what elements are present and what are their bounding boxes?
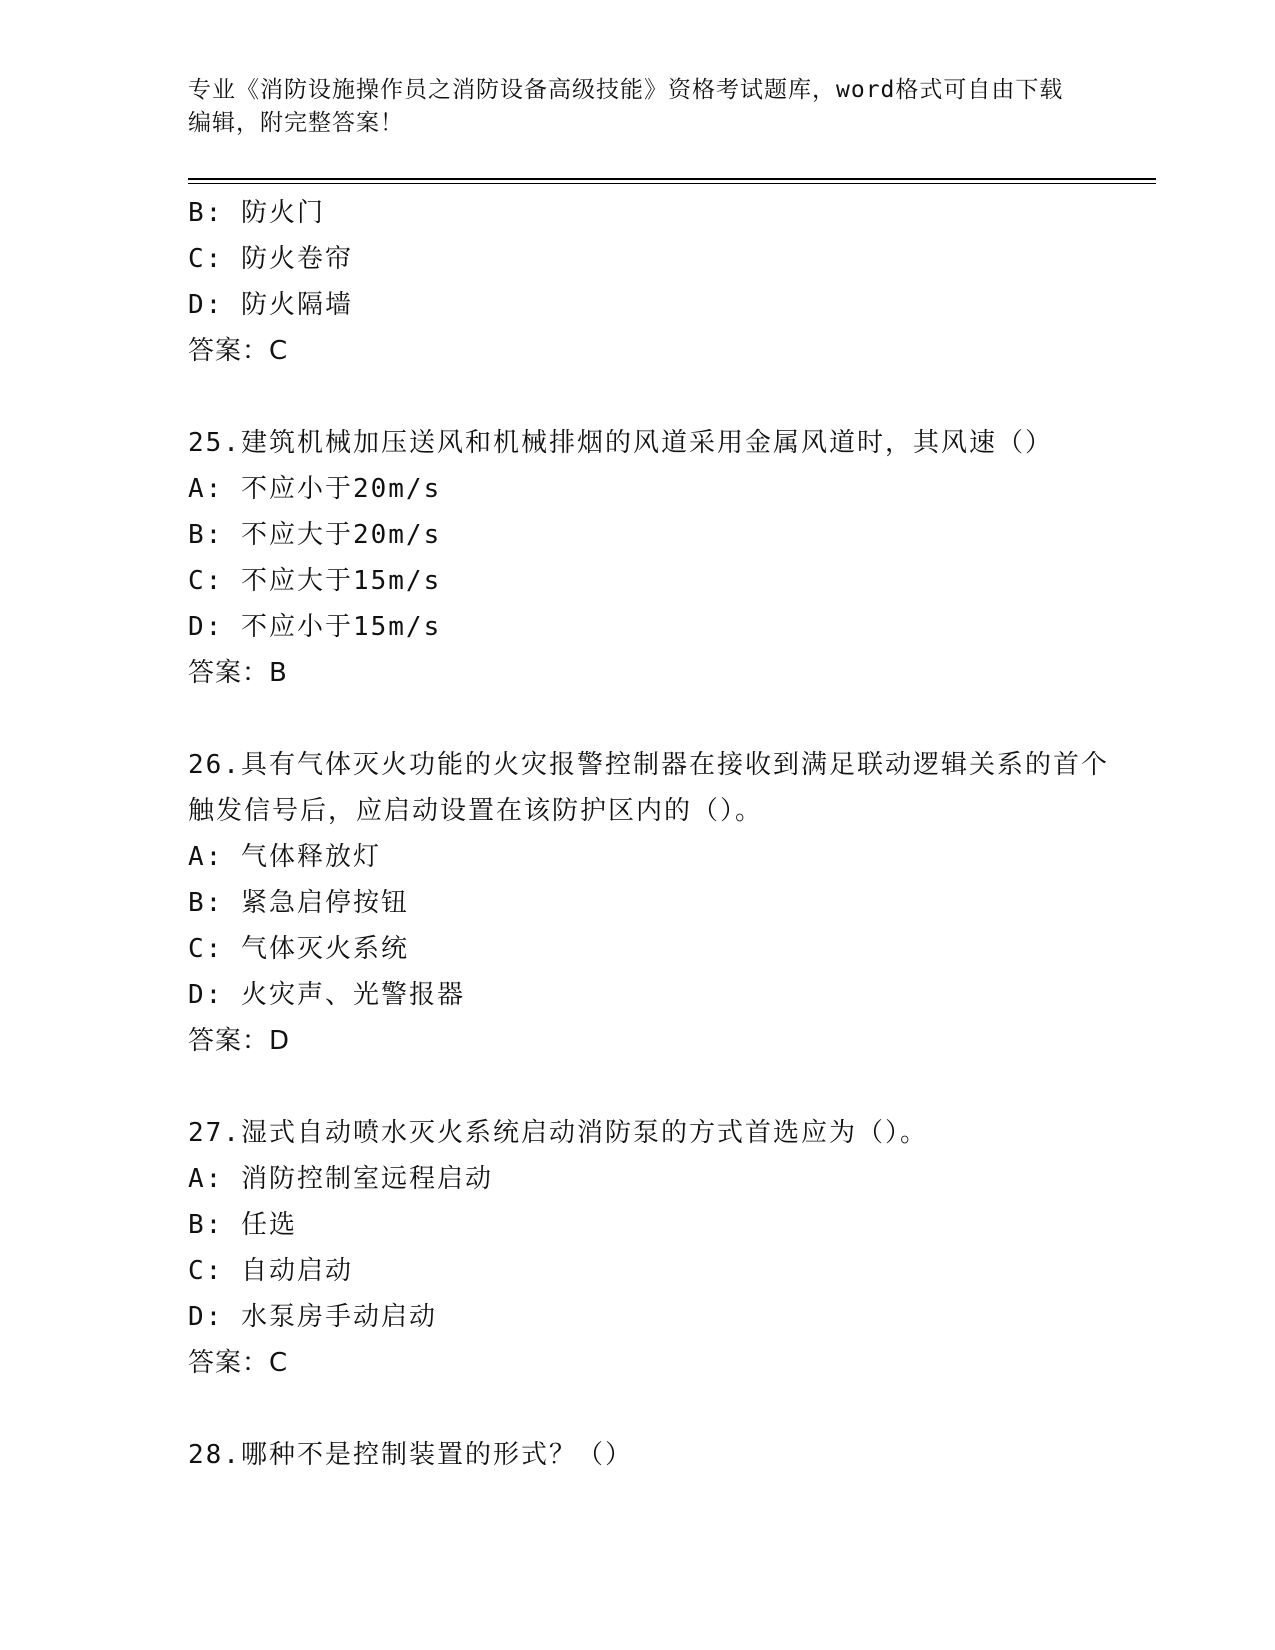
option-a [188, 834, 1128, 880]
option-label: D: [188, 290, 224, 320]
option-label: D: [188, 980, 224, 1010]
option-a [188, 1156, 1128, 1202]
question-text: 26.具有气体灭火功能的火灾报警控制器在接收到满足联动逻辑关系的首个触发信号后，应启动设置在该防护区内的（）。 [188, 750, 1109, 826]
option-label: D: [188, 612, 224, 642]
option-label: A: [188, 474, 224, 504]
option-label: C: [188, 244, 224, 274]
option-c [188, 926, 1128, 972]
option-text: 火灾声、光警报器 [240, 980, 465, 1010]
option-d [188, 604, 1128, 650]
question-28 [188, 1432, 1128, 1478]
answer-line: 答案：C [188, 1348, 289, 1378]
option-text: 气体释放灯 [240, 842, 381, 872]
option-text: 消防控制室远程启动 [240, 1164, 493, 1194]
option-text: 水泵房手动启动 [240, 1302, 437, 1332]
option-label: B: [188, 520, 224, 550]
option-text: 不应大于15m/s [240, 566, 442, 596]
header-divider-thick [188, 178, 1156, 180]
option-d [188, 972, 1128, 1018]
answer-line: 答案：B [188, 658, 288, 688]
option-label: C: [188, 934, 224, 964]
question-27 [188, 1110, 1128, 1386]
option-c [188, 558, 1128, 604]
option-d [188, 1294, 1128, 1340]
option-text: 气体灭火系统 [240, 934, 409, 964]
question-text: 27.湿式自动喷水灭火系统启动消防泵的方式首选应为（）。 [188, 1118, 928, 1148]
question-25 [188, 420, 1128, 696]
option-text: 防火门 [240, 198, 325, 228]
option-text: 不应大于20m/s [240, 520, 442, 550]
question-26 [188, 742, 1128, 1064]
option-text: 防火隔墙 [240, 290, 353, 320]
question-list [188, 190, 1128, 1478]
option-b [188, 1202, 1128, 1248]
option-label: A: [188, 842, 224, 872]
question-text: 25.建筑机械加压送风和机械排烟的风道采用金属风道时，其风速（） [188, 428, 1053, 458]
document-header: 专业《消防设施操作员之消防设备高级技能》资格考试题库，word格式可自由下载编辑，附完整答案！ [188, 77, 1064, 136]
option-b [188, 190, 1128, 236]
answer-line: 答案：D [188, 1026, 291, 1056]
option-label: B: [188, 888, 224, 918]
option-text: 不应小于20m/s [240, 474, 442, 504]
option-d [188, 282, 1128, 328]
option-c [188, 1248, 1128, 1294]
option-label: D: [188, 1302, 224, 1332]
option-label: A: [188, 1164, 224, 1194]
answer-line: 答案：C [188, 336, 289, 366]
header-divider-thin [188, 183, 1156, 184]
option-label: B: [188, 198, 224, 228]
option-text: 自动启动 [240, 1256, 353, 1286]
option-c [188, 236, 1128, 282]
option-text: 防火卷帘 [240, 244, 353, 274]
option-b [188, 512, 1128, 558]
option-label: C: [188, 1256, 224, 1286]
option-a [188, 466, 1128, 512]
question-text: 28.哪种不是控制装置的形式？（） [188, 1440, 633, 1470]
option-text: 任选 [240, 1210, 297, 1240]
option-label: B: [188, 1210, 224, 1240]
option-label: C: [188, 566, 224, 596]
option-b [188, 880, 1128, 926]
option-text: 紧急启停按钮 [240, 888, 409, 918]
prev-question-block [188, 190, 1128, 374]
option-text: 不应小于15m/s [240, 612, 442, 642]
